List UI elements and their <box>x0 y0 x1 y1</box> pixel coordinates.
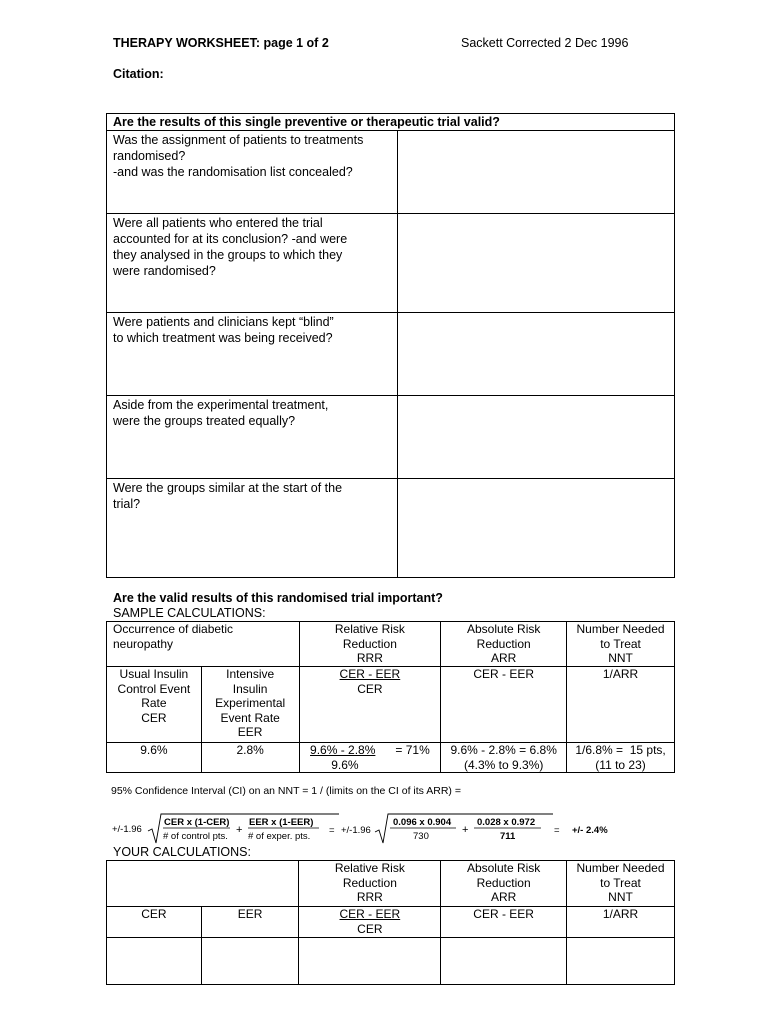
eer-value: 2.8% <box>201 743 299 773</box>
question-blinding: Were patients and clinicians kept “blind” to which treatment was being received? <box>107 313 398 396</box>
confidence-interval-text: 95% Confidence Interval (CI) on an NNT = 1 / (limits on the CI of its ARR) = <box>111 785 461 797</box>
occurrence-header: Occurrence of diabetic neuropathy <box>107 622 300 667</box>
your-occurrence-cell[interactable] <box>107 861 299 907</box>
rrr-formula: CER - EER CER <box>299 667 441 743</box>
arr-header: Absolute Risk Reduction ARR <box>441 622 567 667</box>
question-similar-groups: Were the groups similar at the start of the trial? <box>107 479 398 578</box>
validity-heading: Are the results of this single preventive or therapeutic trial valid? <box>107 114 675 131</box>
answer-blinding[interactable] <box>397 313 674 396</box>
f3-numerator: 0.096 x 0.904 <box>393 817 452 828</box>
answer-accounted[interactable] <box>397 214 674 313</box>
your-cer-value[interactable] <box>107 938 202 985</box>
equals-1: = <box>329 825 335 836</box>
your-rrr-value[interactable] <box>299 938 441 985</box>
your-nnt-value[interactable] <box>567 938 675 985</box>
your-arr-header: Absolute Risk Reduction ARR <box>441 861 567 907</box>
cer-value: 9.6% <box>107 743 202 773</box>
arr-calculation: 9.6% - 2.8% = 6.8% (4.3% to 9.3%) <box>441 743 567 773</box>
ci-result: +/- 2.4% <box>572 825 608 836</box>
your-calculations-table <box>106 860 675 985</box>
f3-denominator: 730 <box>413 831 429 842</box>
eer-header: Intensive Insulin Experimental Event Rate EER <box>201 667 299 743</box>
your-cer-header: CER <box>107 907 202 938</box>
rrr-header: Relative Risk Reduction RRR <box>299 622 441 667</box>
f2-denominator: # of exper. pts. <box>248 831 311 842</box>
your-eer-header: EER <box>201 907 299 938</box>
nnt-header: Number Needed to Treat NNT <box>567 622 675 667</box>
f4-denominator: 711 <box>500 831 516 842</box>
question-equal-treatment: Aside from the experimental treatment, were the groups treated equally? <box>107 396 398 479</box>
your-eer-value[interactable] <box>201 938 299 985</box>
your-rrr-formula: CER - EER CER <box>299 907 441 938</box>
question-accounted: Were all patients who entered the trial accounted for at its conclusion? -and were they analysed in the groups to which they were randomised? <box>107 214 398 313</box>
revision-note: Sackett Corrected 2 Dec 1996 <box>461 36 629 50</box>
your-calculations-title: YOUR CALCULATIONS: <box>113 845 251 859</box>
equals-2: = <box>554 825 560 836</box>
sample-calculations-table <box>106 621 675 773</box>
your-nnt-formula: 1/ARR <box>567 907 675 938</box>
answer-similar-groups[interactable] <box>397 479 674 578</box>
question-randomisation: Was the assignment of patients to treatments randomised? -and was the randomisation list concealed? <box>107 131 398 214</box>
f2-numerator: EER x (1-EER) <box>249 817 314 828</box>
plus-sign-2: + <box>462 824 469 836</box>
ci-formula <box>111 812 671 846</box>
worksheet-title: THERAPY WORKSHEET: page 1 of 2 <box>113 36 329 50</box>
your-arr-value[interactable] <box>441 938 567 985</box>
importance-title: Are the valid results of this randomised trial important? <box>113 591 443 605</box>
f4-numerator: 0.028 x 0.972 <box>477 817 536 828</box>
your-arr-formula: CER - EER <box>441 907 567 938</box>
your-nnt-header: Number Needed to Treat NNT <box>567 861 675 907</box>
nnt-formula: 1/ARR <box>567 667 675 743</box>
f1-numerator: CER x (1-CER) <box>164 817 230 828</box>
plus-sign-1: + <box>236 824 243 836</box>
plus-minus-2: +/-1.96 <box>341 825 371 836</box>
sample-calculations-title: SAMPLE CALCULATIONS: <box>113 606 266 620</box>
nnt-calculation: 1/6.8% = 15 pts, (11 to 23) <box>567 743 675 773</box>
answer-randomisation[interactable] <box>397 131 674 214</box>
cer-header: Usual Insulin Control Event Rate CER <box>107 667 202 743</box>
your-rrr-header: Relative Risk Reduction RRR <box>299 861 441 907</box>
rrr-calculation: 9.6% - 2.8% = 71% 9.6% <box>299 743 441 773</box>
validity-table <box>106 113 675 578</box>
citation-label: Citation: <box>113 67 164 81</box>
plus-minus-1: +/-1.96 <box>112 824 142 835</box>
answer-equal-treatment[interactable] <box>397 396 674 479</box>
f1-denominator: # of control pts. <box>163 831 228 842</box>
arr-formula: CER - EER <box>441 667 567 743</box>
